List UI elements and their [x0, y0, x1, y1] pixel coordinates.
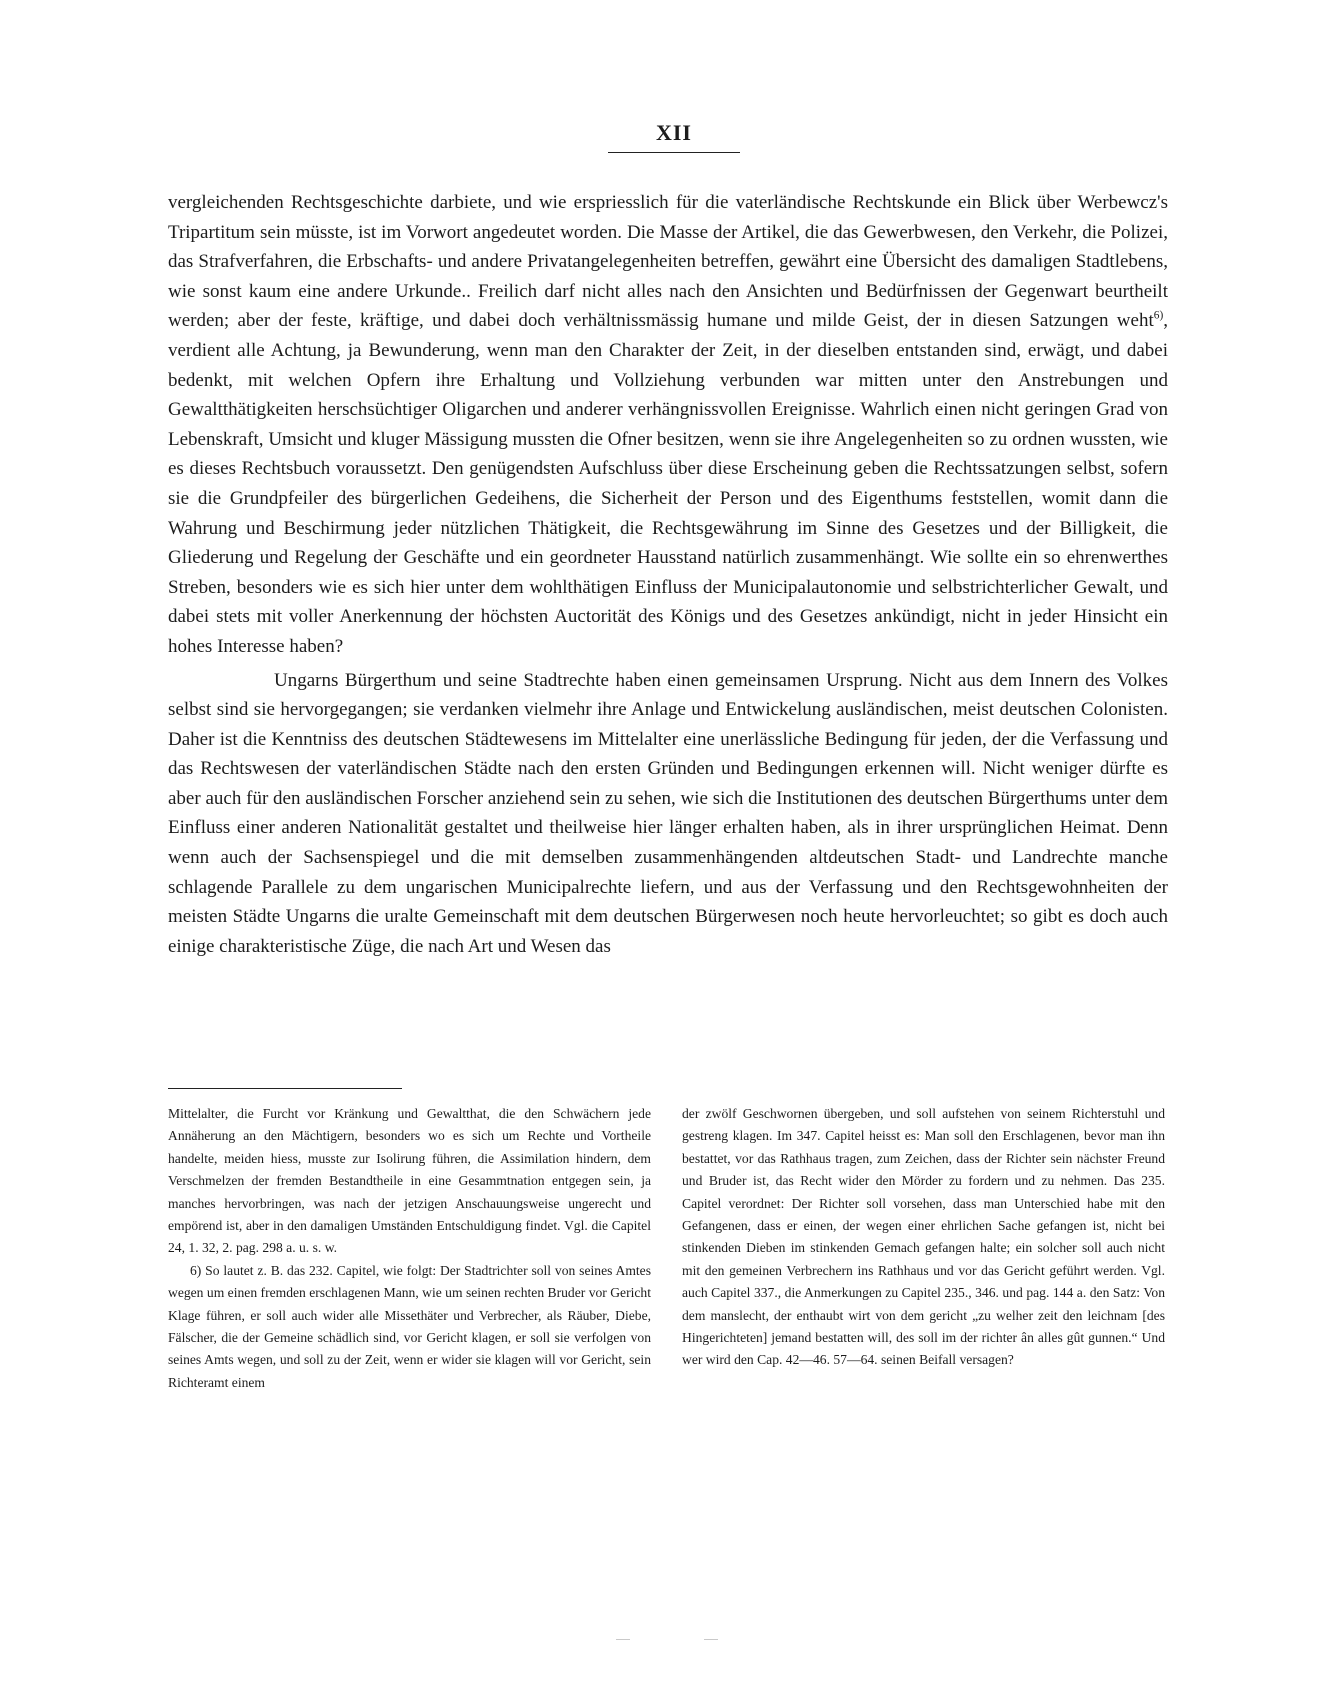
scan-speck	[704, 1639, 718, 1640]
paragraph: Ungarns Bürgerthum und seine Stadtrechte haben einen gemeinsamen Ursprung. Nicht aus dem Innern des Volkes selbst sind sie hervorgegangen; sie verdanken vielmehr ihre Anlage und Entwickelung ausländischen, meist deutschen Colonisten. Daher ist die Kenntniss des deutschen Städtewesens im Mittelalter eine unerlässliche Bedingung für jeden, der die Verfassung und das Rechtswesen der vaterländischen Städte nach den ersten Gründen und Bedingungen erkennen will. Nicht weniger dürfte es aber auch für den ausländischen Forscher anziehend sein zu sehen, wie sich die Institutionen des deutschen Bürgerthums unter dem Einfluss einer anderen Nationalität gestaltet und theilweise hier länger erhalten haben, als in ihrer ursprünglichen Heimat. Denn wenn auch der Sachsenspiegel und die mit demselben zusammenhängenden altdeutschen Stadt- und Landrechte manche schlagende Parallele zu dem ungarischen Municipalrechte liefern, und aus der Verfassung und den Rechtsgewohnheiten der meisten Städte Ungarns die uralte Gemeinschaft mit dem deutschen Bürgerwesen noch heute hervorleuchtet; so gibt es doch auch einige charakteristische Züge, die nach Art und Wesen das	[168, 669, 1168, 957]
page-number: XII	[655, 120, 692, 145]
footnote-rule	[168, 1088, 402, 1089]
header-rule	[608, 152, 740, 153]
paragraph-text: , verdient alle Achtung, ja Bewunderung, wenn man den Charakter der Zeit, in der dieselben entstanden sind, erwägt, und dabei bedenkt, mit welchen Opfern ihre Erhaltung und Vollziehung verbunden war mitten unter den Anstrebungen und Gewaltthätigkeiten herschsüchtiger Oligarchen und anderer verhängnissvollen Ereignisse. Wahrlich einen nicht geringen Grad von Lebenskraft, Umsicht und kluger Mässigung mussten die Ofner besitzen, wenn sie ihre Angelegenheiten so zu ordnen wussten, wie es dieses Rechtsbuch voraussetzt. Den genügendsten Aufschluss über diese Erscheinung geben die Rechtssatzungen selbst, sofern sie die Grundpfeiler des bürgerlichen Gedeihens, die Sicherheit der Person und des Eigenthums feststellen, womit dann die Wahrung und Beschirmung jeder nützlichen Thätigkeit, die Rechtsgewährung im Sinne des Gesetzes und der Billigkeit, die Gliederung und Regelung der Geschäfte und ein geordneter Hausstand natürlich zusammenhängt. Wie sollte ein so ehrenwerthes Streben, besonders wie es sich hier unter dem wohlthätigen Einfluss der Municipalautonomie und selbstrichterlicher Gewalt, und dabei stets mit voller Anerkennung der höchsten Auctorität des Königs und des Gesetzes ankündigt, nicht in jeder Hinsicht ein hohes Interesse haben?	[168, 310, 1168, 657]
scan-speck	[616, 1639, 630, 1640]
footnote-continuation: Mittelalter, die Furcht vor Kränkung und Gewaltthat, die den Schwächern jede Annäherung an den Mächtigern, besonders wo es sich um Rechte und Vortheile handelte, meiden hiess, musste zur Isolirung führen, die Assimilation hindern, dem Verschmelzen der fremden Bestandtheile in eine Gesammtnation entgegen sein, ja manches hervorbringen, was nach der jetzigen Anschauungsweise ungerecht und empörend ist, aber in den damaligen Umständen Entschuldigung findet. Vgl. die Capitel 24, 1. 32, 2. pag. 298 a. u. s. w.	[168, 1106, 651, 1256]
footnote-6-continued: der zwölf Geschwornen übergeben, und soll aufstehen von seinem Richterstuhl und gestreng klagen. Im 347. Capitel heisst es: Man soll den Erschlagenen, bevor man ihn bestattet, vor das Rathhaus tragen, zum Zeichen, dass der Richter sein nächster Freund und Bruder ist, das Recht wider den Mörder zu fordern und zu nehmen. Das 235. Capitel verordnet: Der Richter soll vorsehen, dass man Unterschied habe mit den Gefangenen, dass er einen, der wegen einer ehrlichen Sache gefangen ist, nicht bei stinkenden Dieben im stinkenden Gemach gefangen halte; ein solcher soll auch nicht mit den gemeinen Verbrechern ins Rathhaus und vor das Gericht geführt werden. Vgl. auch Capitel 337., die Anmerkungen zu Capitel 235., 346. und pag. 144 a. den Satz: Von dem manslecht, der enthaubt wirt von dem gericht „zu welher zeit den leichnam [des Hingerichteten] jemand bestatten will, des soll im der richter ân alles gût gunnen.“ Und wer wird den Cap. 42—46. 57—64. seinen Beifall versagen?	[682, 1106, 1165, 1368]
paragraph	[168, 188, 1168, 662]
footnote-column-right	[682, 1103, 1165, 1372]
footnote-6: 6) So lautet z. B. das 232. Capitel, wie folgt: Der Stadtrichter soll von seines Amtes wegen um einen fremden erschlagenen Mann, wie um seinen rechten Bruder vor Gericht Klage führen, er soll auch wider alle Missethäter und Verbrecher, als Räuber, Diebe, Fälscher, die der Gemeine schädlich sind, vor Gericht klagen, er soll sie verfolgen von seines Amts wegen, und soll zu der Zeit, wenn er wider sie klagen will vor Gericht, sein Richteramt einem	[168, 1262, 651, 1390]
footnote-ref: 6)	[1153, 310, 1164, 323]
paragraph-text: vergleichenden Rechtsgeschichte darbiete, und wie erspriesslich für die vaterländische Rechtskunde ein Blick über Werbewcz's Tripartitum sein müsste, ist im Vorwort angedeutet worden. Die Masse der Artikel, die das Gewerbwesen, den Verkehr, die Polizei, das Strafverfahren, die Erbschafts- und andere Privatangelegenheiten betreffen, gewährt eine Übersicht des damaligen Stadtlebens, wie sonst kaum eine andere Urkunde.. Freilich darf nicht alles nach den Ansichten und Bedürfnissen der Gegenwart beurtheilt werden; aber der feste, kräftige, und dabei doch verhältnissmässig humane und milde Geist, der in diesen Satzungen weht	[168, 192, 1168, 332]
main-text	[168, 188, 1168, 961]
footnote-column-left	[168, 1103, 651, 1394]
